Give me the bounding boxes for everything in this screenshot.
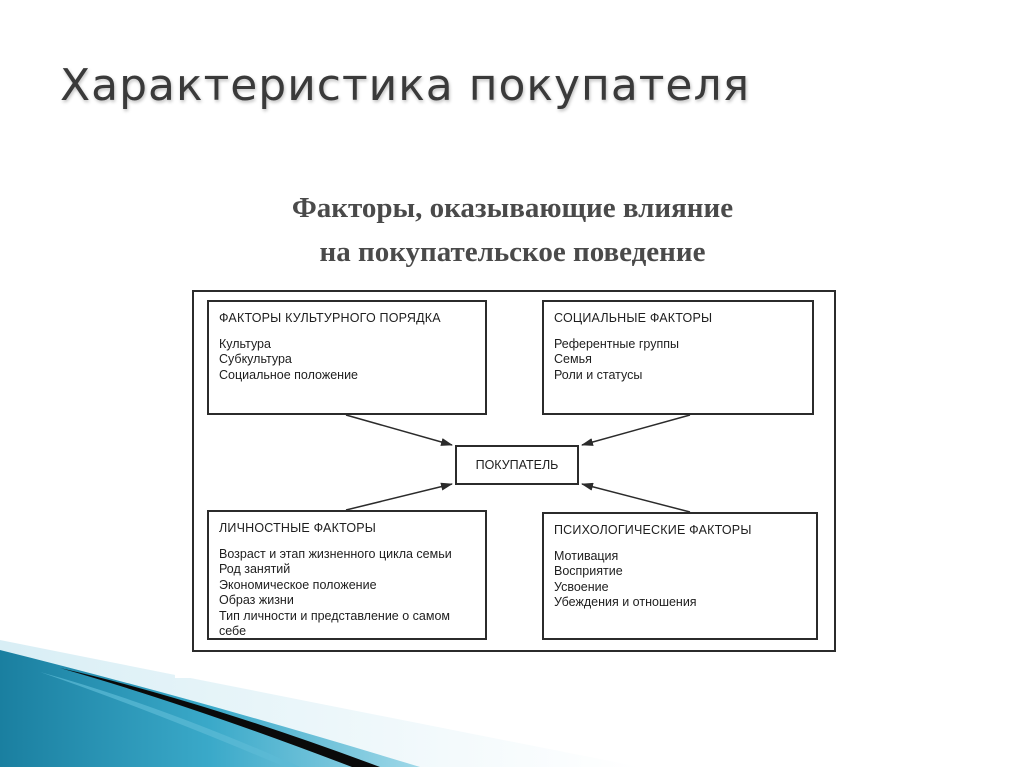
diagram-title-line-1: Факторы, оказывающие влияние [291, 192, 734, 224]
cultural-factor-item: Социальное положение [219, 367, 359, 382]
cultural-factor-item: Культура [219, 336, 271, 351]
psychological-factor-item: Усвоение [554, 579, 609, 594]
buyer-center-box [455, 445, 579, 485]
social-factor-item: Роли и статусы [554, 367, 643, 382]
psychological-factor-item: Убеждения и отношения [554, 595, 697, 609]
personal-factor-item: Род занятий [219, 562, 291, 576]
cultural-factor-item: Субкультура [219, 352, 292, 366]
cultural-factors-heading: ФАКТОРЫ КУЛЬТУРНОГО ПОРЯДКА [219, 311, 441, 325]
diagram-title-line-2: на покупательское поведение [319, 236, 706, 268]
personal-factors-box [207, 510, 487, 640]
psychological-factor-item: Восприятие [554, 564, 623, 578]
psychological-factors-box [542, 512, 818, 640]
buyer-label: ПОКУПАТЕЛЬ [475, 458, 559, 472]
personal-factor-item: Возраст и этап жизненного цикла семьи [219, 546, 452, 561]
psychological-factors-heading: ПСИХОЛОГИЧЕСКИЕ ФАКТОРЫ [554, 523, 752, 537]
psychological-factor-item: Мотивация [554, 548, 619, 563]
personal-factor-item: Образ жизни [219, 593, 294, 607]
slide-title: Характеристика покупателя [60, 60, 751, 111]
social-factors-box [542, 300, 814, 415]
cultural-factors-box [207, 300, 487, 415]
diagram-title [175, 186, 850, 274]
social-factors-heading: СОЦИАЛЬНЫЕ ФАКТОРЫ [554, 311, 713, 325]
social-factor-item: Референтные группы [554, 336, 679, 351]
personal-factor-item: Экономическое положение [219, 577, 377, 592]
personal-factors-heading: ЛИЧНОСТНЫЕ ФАКТОРЫ [219, 521, 377, 535]
personal-factor-item: Тип личности и представление о самом себе [219, 608, 450, 638]
social-factor-item: Семья [554, 352, 592, 366]
